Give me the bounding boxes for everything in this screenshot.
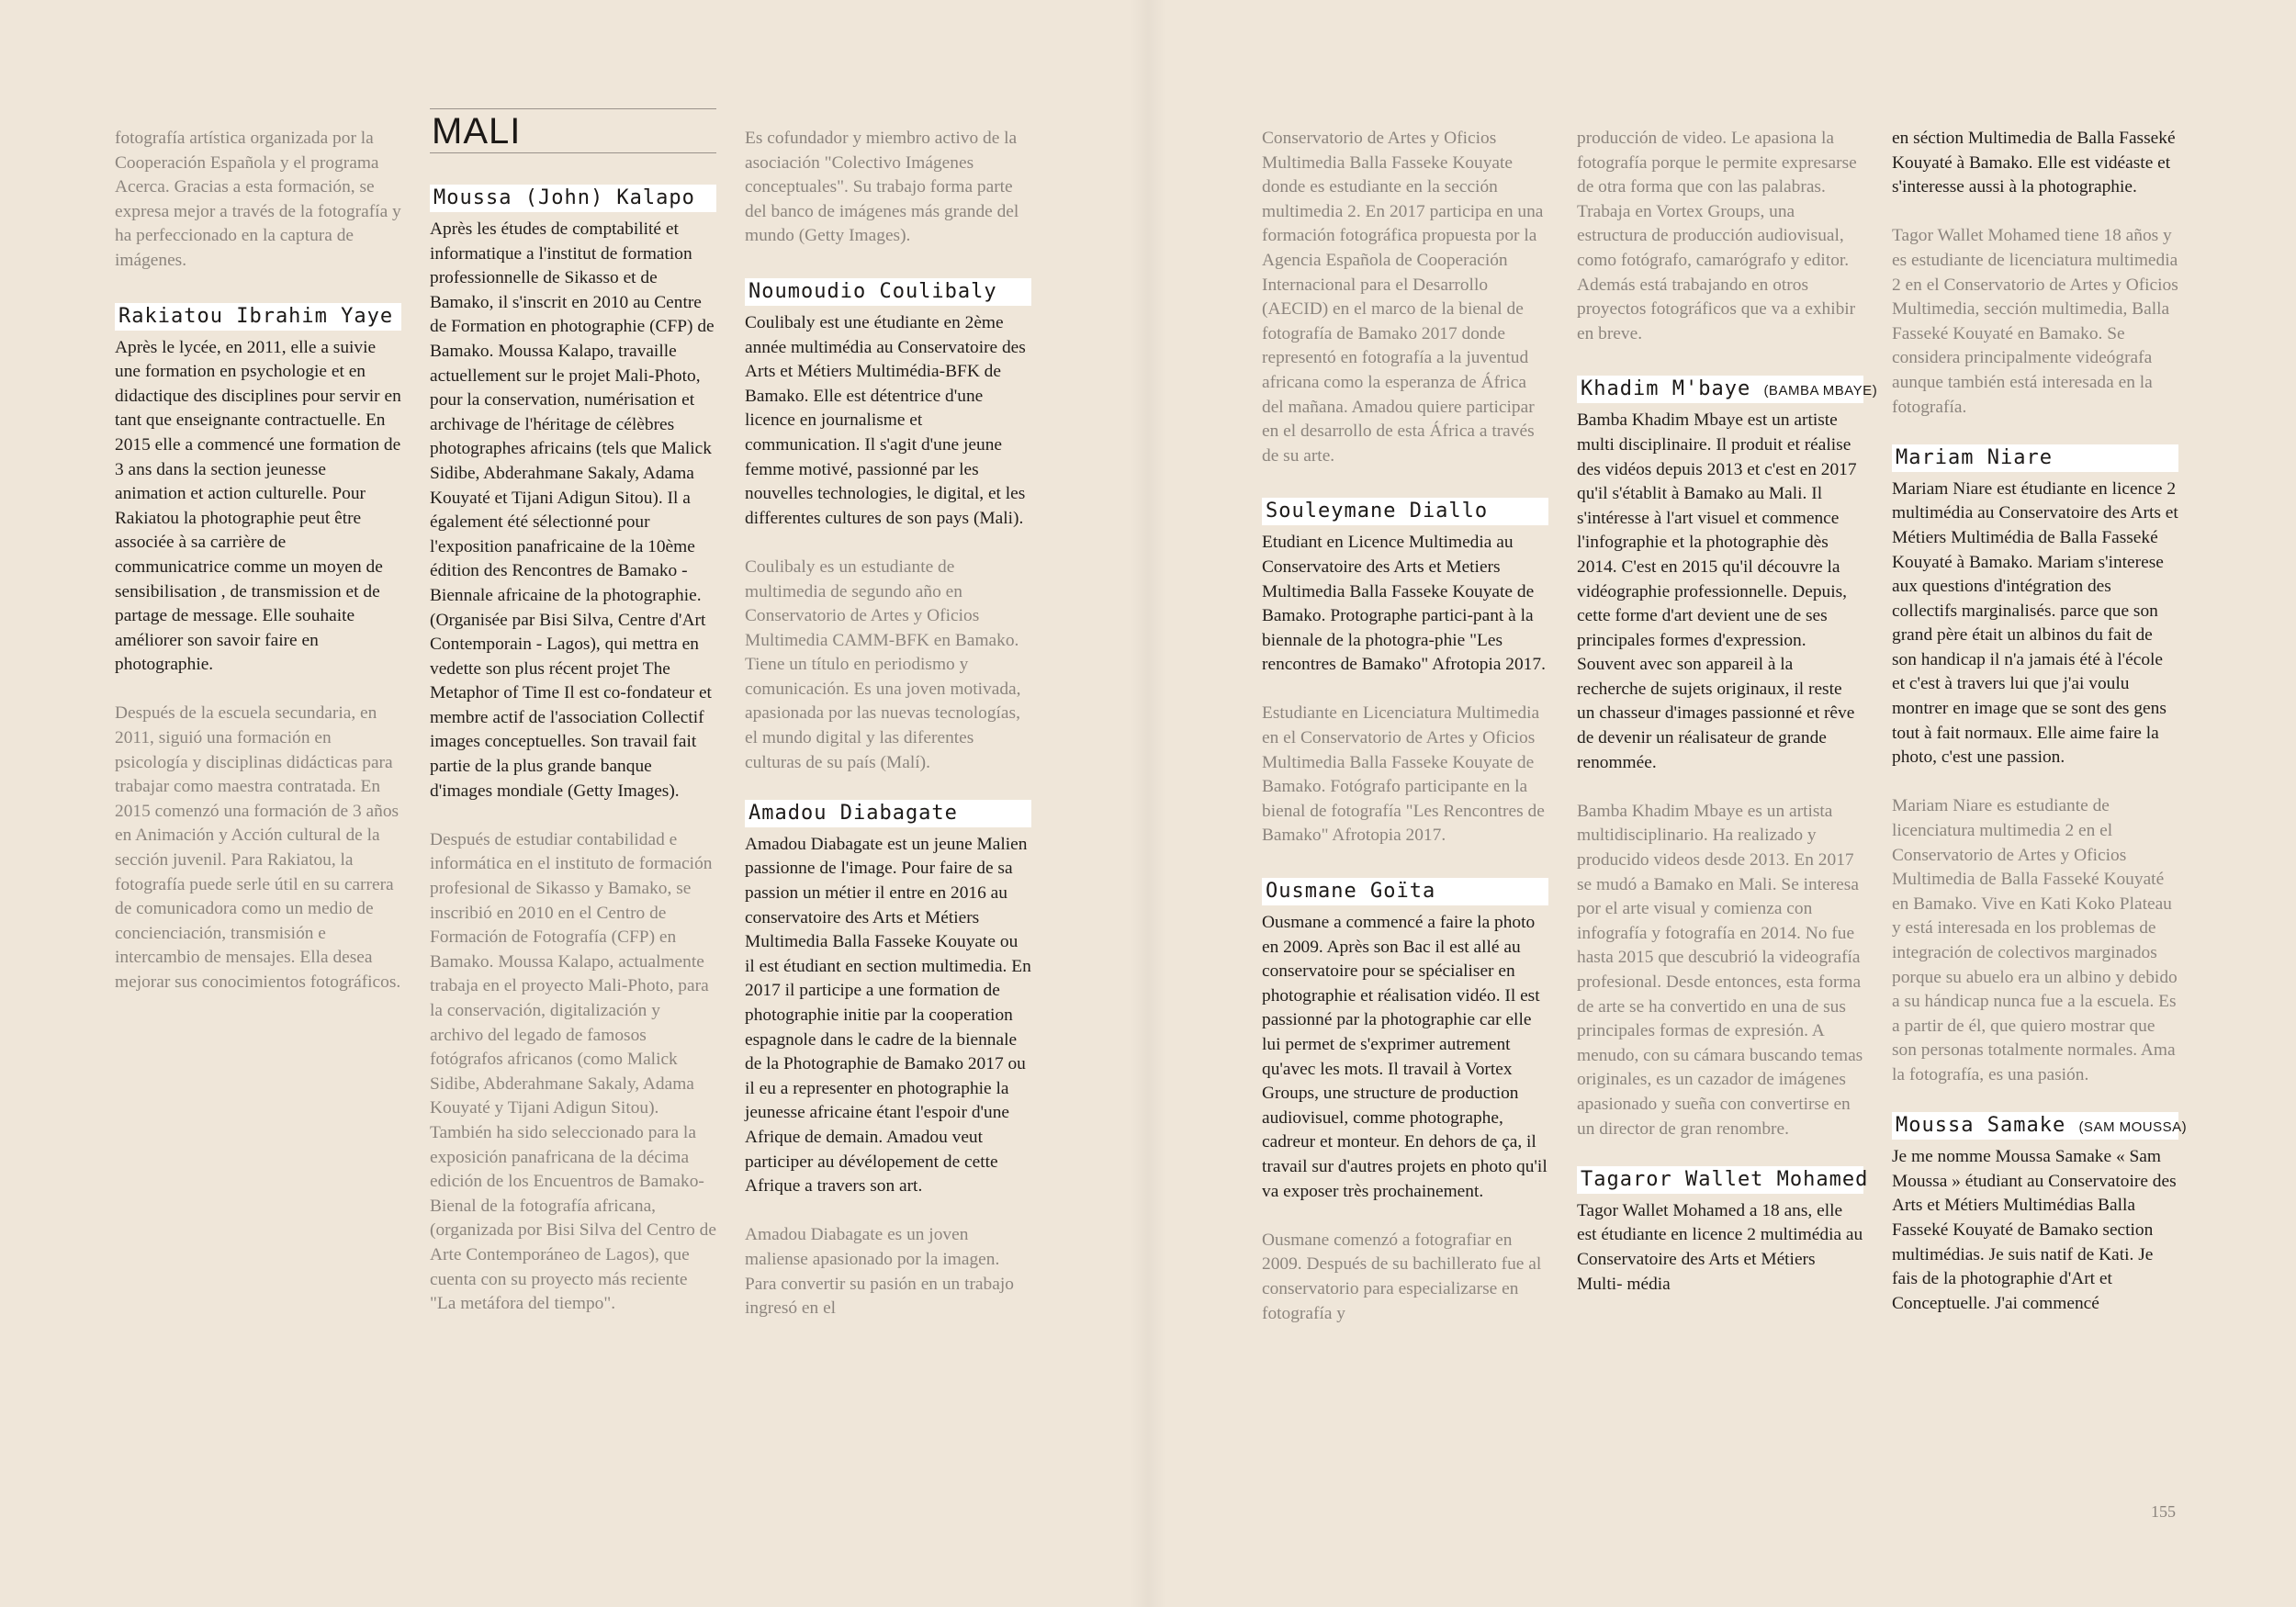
name-heading: Ousmane Goïta [1262, 878, 1548, 905]
page-number: 155 [2151, 1502, 2176, 1521]
name-heading: Tagaror Wallet Mohamed [1577, 1166, 1863, 1194]
name-heading: Noumoudio Coulibaly [745, 278, 1031, 306]
name-heading: Moussa (John) Kalapo [430, 185, 716, 212]
paragraph-fr: Je me nomme Moussa Samake « Sam Moussa » étudiant au Conservatoire des Arts et Métiers Multimédias Balla Fasseké Kouyaté de Bamako section multimédias. Je suis natif de Kati. Je fais de la photographie d'Art et Conceptuelle. J'ai commencé [1892, 1147, 2177, 1313]
name-heading: Rakiatou Ibrahim Yaye [115, 303, 401, 331]
paragraph-es: producción de video. Le apasiona la fotografía porque le permite expresarse de otra forma que con las palabras. Trabaja en Vortex Groups, una estructura de producción audiovisual, como fotógrafo, camarógrafo y editor. Además está trabajando en otros proyectos fotográficos que va a exhibir en breve. [1577, 129, 1857, 343]
name-heading: Souleymane Diallo [1262, 498, 1548, 525]
name-heading [1892, 1112, 2188, 1140]
paragraph-es: Es cofundador y miembro activo de la asociación "Colectivo Imágenes conceptuales". Su trabajo forma parte del banco de imágenes más grande del mundo (Getty Images). [745, 129, 1019, 246]
name-heading [1577, 376, 1878, 403]
paragraph-es: Tagor Wallet Mohamed tiene 18 años y es estudiante de licenciatura multimedia 2 en el Conservatorio de Artes y Oficios Multimedia, sección multimedia, Balla Fasseké Kouyaté en Bamako. Se considera principalmente videógrafa aunque también está interesada en la fotografía. [1892, 226, 2178, 417]
paragraph-fr: en séction Multimedia de Balla Fasseké Kouyaté à Bamako. Elle est vidéaste et s'interesse aussi à la photographie. [1892, 129, 2176, 197]
name-text: Khadim M'baye [1581, 377, 1751, 401]
paragraph-es: Después de estudiar contabilidad e informática en el instituto de formación profesional de Sikasso y Bamako, se inscribió en 2010 en el Centro de Formación de Fotografía (CFP) en Bamako. Moussa Kalapo, actualmente trabaja en el proyecto Mali-Photo, para la conservación, digitalización y archivo del legado de famosos fotógrafos africanos (como Malick Sidibe, Abderahmane Sakaly, Adama Kouyaté y Tijani Adigun Sitou). También ha sido seleccionado para la exposición panafricana de la décima edición de los Encuentros de Bamako-Bienal de la fotografía africana, (organizada por Bisi Silva del Centro de Arte Contemporáneo de Lagos), que cuenta con su proyecto más reciente "La metáfora del tiempo". [430, 829, 716, 1314]
name-text: Moussa Samake [1896, 1114, 2066, 1138]
name-alias: (BAMBA MBAYE) [1763, 383, 1878, 399]
paragraph-es: Bamba Khadim Mbaye es un artista multidisciplinario. Ha realizado y producido videos desde 2013. En 2017 se mudó a Bamako en Mali. Se interesa por el arte visual y comienza con infografía y fotografía en 2014. No fue hasta 2015 que descubrió la videografía profesional. Desde entonces, esta forma de arte se ha convertido en una de sus principales formas de expresión. A menudo, con su cámara buscando temas originales, es un cazador de imágenes apasionado y sueña con convertirse en un director de gran renombre. [1577, 801, 1863, 1139]
column-5 [1577, 127, 1878, 1321]
paragraph-es: fotografía artística organizada por la Cooperación Española y el programa Acerca. Gracias a esta formación, se expresa mejor a través de la fotografía y ha perfeccionado en la captura de imágenes. [115, 129, 401, 270]
paragraph-es: Ousmane comenzó a fotografiar en 2009. Después de su bachillerato fue al conservatorio para especializarse en fotografía y [1262, 1230, 1542, 1323]
paragraph-fr: Mariam Niare est étudiante en licence 2 multimédia au Conservatoire des Arts et Métiers Multimédia de Balla Fasseké Kouyaté à Bamako. Mariam s'interese aux questions d'intégration des collectifs marginalisés. parce que son grand père était un albinos du fait de son handicap il n'a jamais été à l'école et c'est à travers lui que j'ai voulu montrer en image que se sont des gens tout à fait normaux. Elle aime faire la photo, c'est une passion. [1892, 478, 2178, 768]
paragraph-es: Después de la escuela secundaria, en 2011, siguió una formación en psicología y disciplinas didácticas para trabajar como maestra contratada. En 2015 comenzó una formación de 3 años en Animación y Acción cultural de la sección juvenil. Para Rakiatou, la fotografía puede serle útil en su carrera de comunicadora como un medio de concienciación, transmisión e intercambio de mensajes. Ella desea mejorar sus conocimientos fotográficos. [115, 703, 401, 992]
name-alias: (SAM MOUSSA) [2078, 1119, 2188, 1136]
paragraph-es: Amadou Diabagate es un joven maliense apasionado por la imagen. Para convertir su pasión en un trabajo ingresó en el [745, 1225, 1014, 1319]
paragraph-fr: Après le lycée, en 2011, elle a suivie une formation en psychologie et en didactique des disciplines pour servir en tant que enseignante contractuelle. En 2015 elle a commencé une formation de 3 ans dans la section jeunesse animation et action culturelle. Pour Rakiatou la photographie peut être associée à sa carrière de communicatrice comme un moyen de sensibilisation , de transmission et de partage de message. Elle souhaite améliorer son savoir faire en photographie. [115, 337, 401, 675]
paragraph-es: Coulibaly es un estudiante de multimedia de segundo año en Conservatorio de Artes y Oficios Multimedia CAMM-BFK en Bamako. Tiene un título en periodismo y comunicación. Es una joven motivada, apasionada por las nuevas tecnologías, el mundo digital y las diferentes culturas de su país (Malí). [745, 556, 1021, 772]
column-3 [745, 127, 1031, 1345]
column-4 [1262, 127, 1548, 1351]
paragraph-fr: Etudiant en Licence Multimedia au Conservatoire des Arts et Metiers Multimedia Balla Fasseke Kouyate de Bamako. Protographe partici-pant à la biennale de la photogra-phie "Les rencontres de Bamako" Afrotopia 2017. [1262, 533, 1546, 675]
paragraph-fr: Ousmane a commencé a faire la photo en 2009. Après son Bac il est allé au conservatoire pour se spécialiser en photographie et réalisation vidéo. Il est passionné par la photographie car elle lui permet de s'exprimer autrement qu'avec les mots. Il travail à Vortex Groups, une structure de production audiovisuel, comme photographe, cadreur et monteur. En dehors de ça, il travail sur d'autres projets en photo qu'il va exposer très prochainement. [1262, 913, 1548, 1201]
column-1 [115, 127, 401, 1019]
paragraph-es: Mariam Niare es estudiante de licenciatura multimedia 2 en el Conservatorio de Artes y Oficios Multimedia de Balla Fasseké Kouyaté en Bamako. Vive en Kati Koko Plateau y está interesada en los problemas de integración de colectivos marginados porque su abuelo era un albino y debido a su hándicap nunca fue a la escuela. Es a partir de él, que quiero mostrar que son personas totalmente normales. Ama la fotografía, es una pasión. [1892, 796, 2178, 1084]
name-heading: Mariam Niare [1892, 444, 2178, 472]
column-2 [430, 111, 716, 1341]
name-heading: Amadou Diabagate [745, 800, 1031, 827]
paragraph-fr: Bamba Khadim Mbaye est un artiste multi disciplinaire. Il produit et réalise des vidéos depuis 2013 et c'est en 2017 qu'il s'établit à Bamako au Mali. Il s'intéresse à l'art visuel et commence l'infographie et la photographie dès 2014. C'est en 2015 qu'il découvre la vidéographie professionnelle. Depuis, cette forme d'art devient une de ses principales formes d'expression. Souvent avec son appareil à la recherche de sujets originaux, il reste un chasseur d'images passionné et rêve de devenir un réalisateur de grande renommée. [1577, 410, 1857, 772]
section-title: MALI [430, 108, 716, 153]
paragraph-fr: Coulibaly est une étudiante en 2ème année multimédia au Conservatoire des Arts et Métiers Multimédia-BFK de Bamako. Elle est détentrice d'une licence en journalisme et communication. Il s'agit d'une jeune femme motivé, passionné par les nouvelles technologies, le digital, et les differentes cultures de son pays (Mali). [745, 312, 1026, 528]
paragraph-es: Conservatorio de Artes y Oficios Multimedia Balla Fasseke Kouyate donde es estudiante en la sección multimedia 2. En 2017 participa en una formación fotográfica propuesta por la Agencia Española de Cooperación Internacional para el Desarrollo (AECID) en el marco de la bienal de fotografía de Bamako 2017 donde representó en fotografía a la juventud africana como la esperanza de África del mañana. Amadou quiere participar en el desarrollo de esta África a través de su arte. [1262, 129, 1544, 466]
page-gutter [1130, 0, 1166, 1607]
paragraph-fr: Après les études de comptabilité et informatique a l'institut de formation professionnelle de Sikasso et de Bamako, il s'inscrit en 2010 au Centre de Formation en photographie (CFP) de Bamako. Moussa Kalapo, travaille actuellement sur le projet Mali-Photo, pour la conservation, numérisation et archivage de l'héritage de célèbres photographes africains (tels que Malick Sidibe, Abderahmane Sakaly, Adama Kouyaté et Tijani Adigun Sitou). Il a également été sélectionné pour l'exposition panafricaine de la 10ème édition des Rencontres de Bamako - Biennale africaine de la photographie. (Organisée par Bisi Silva, Centre d'Art Contemporain - Lagos), qui mettra en vedette son plus récent projet The Metaphor of Time Il est co-fondateur et membre actif de l'association Collectif images conceptuelles. Son travail fait partie de la plus grande banque d'images mondiale (Getty Images). [430, 219, 715, 801]
paragraph-fr: Amadou Diabagate est un jeune Malien passionne de l'image. Pour faire de sa passion un métier il entre en 2016 au conservatoire des Arts et Métiers Multimedia Balla Fasseke Kouyate ou il est étudiant en section multimedia. En 2017 il participe a une formation de photographie initie par la cooperation espagnole dans le cadre de la biennale de la Photographie de Bamako 2017 ou il eu a representer en photographie la jeunesse africaine étant l'espoir d'une Afrique de demain. Amadou veut participer au dévélopement de cette Afrique a travers son art. [745, 834, 1031, 1197]
paragraph-es: Estudiante en Licenciatura Multimedia en el Conservatorio de Artes y Oficios Multimedia Balla Fasseke Kouyate de Bamako. Fotógrafo participante en la bienal de fotografía "Les Rencontres de Bamako" Afrotopia 2017. [1262, 703, 1545, 846]
paragraph-fr: Tagor Wallet Mohamed a 18 ans, elle est étudiante en licence 2 multimédia au Conservatoire des Arts et Métiers Multi- média [1577, 1200, 1863, 1294]
column-6 [1892, 127, 2188, 1341]
